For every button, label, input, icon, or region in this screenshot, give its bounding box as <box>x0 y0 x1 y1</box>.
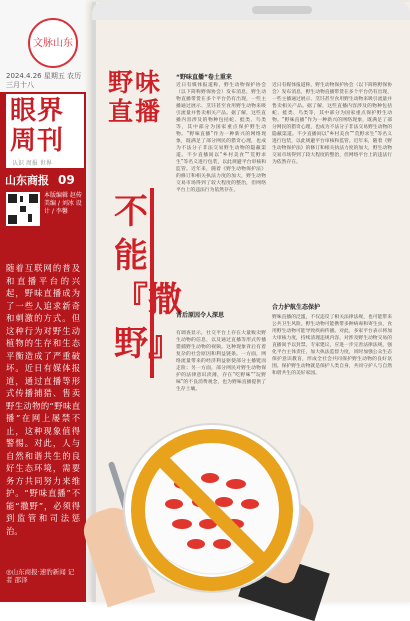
issue-date: 2024.4.26 星期五 农历三月十八 <box>6 72 82 89</box>
left-sidebar <box>0 0 86 602</box>
page-number: 09 <box>58 173 75 187</box>
headline-line-1: 野味直播 <box>108 68 163 126</box>
phone-notch <box>252 6 312 14</box>
section-2-title: 背后原因令人深思 <box>176 312 225 319</box>
culture-seal-logo <box>28 18 78 68</box>
reporter-credit: ◎山东商报·速豹新闻 记者 邵泽 <box>6 568 75 584</box>
weekly-title: 眼界周刊 <box>10 96 65 156</box>
prohibited-wildlife-plate-illustration <box>112 398 312 598</box>
paper-name: 山东商报 <box>5 174 49 187</box>
seal-text: 文脉山东 <box>33 37 73 49</box>
section-1-title: “野味直播”卷土重来 <box>176 74 232 81</box>
section-3-title: 合力护航生态保护 <box>272 304 321 311</box>
editor-credits: 本版编辑 赵传 美编 / 刘冰 设计 / 李馨 <box>44 192 82 215</box>
weekly-subtitle: 认识 周报 世界 <box>12 160 52 167</box>
headline-line-2: 不能『撒野』 <box>114 192 182 364</box>
section-3-body: 野味直播的泛滥，不仅违反了相关法律法规，也可能带来公共卫生风险。野生动物可能携带多种病毒和寄生虫，食用野生动物可能导致疾病传播。对此，多家平台表示将加大审核力度，持续清理违规内容，对涉及野生动物交易的直播间予以封禁。专家建议，应进一步完善法律法规，强化平台主体责任，加大执法监督力度，同时加强公众生态保护意识教育，形成全社会共同保护野生动物的良好氛围。保护野生动物就是保护人类自身，共同守护人与自然和谐共生的美好家园。 <box>272 315 392 376</box>
masthead-area <box>0 0 86 92</box>
section-2-body: 有调查显示，社交平台上存在大量贩卖野生动物的信息，以及通过直播等形式传播猎捕野生动物的视频。这种现象背后有着复杂的社会原因和利益链条。一方面，网络流量带来的经济利益驱使部分主播铤而走险；另一方面，部分网民对野生动物保护的法律意识淡薄，存在“吃野味”“玩野味”的不良消费观念，也为野味直播提供了生存土壤。 <box>176 331 266 392</box>
brand-block <box>6 94 84 168</box>
lead-paragraph: 随着互联网的普及和直播平台的兴起，野味直播成为了一些人追求新奇和刺激的方式。但这种行为对野生动植物的生存和生态平衡造成了严重破坏。近日有媒体报道，通过直播等形式传播捕猎、售卖野生动物的“野味直播”在网上屡禁不止，这种现象值得警惕。对此，人与自然和谐共生的良好生态环境，需要务方共同努力来维护。“野味直播”不能“撒野”，必须得到监管和司法惩治。 <box>6 263 80 536</box>
qr-code[interactable] <box>6 192 40 226</box>
phone-top-frame <box>92 0 410 20</box>
section-3-body-top: 近日有媒体报道称，野生动物保护协会（以下简称野保协会）发布消息，野生动物直播带货在多个平台仍有出现，一些主播通过展示、烹饪甚至食用野生动物来吸引流量并售卖相关产品。据了解，这些直播内容涉及的物种包括蛇、蛙类、鸟类等，其中部分为国家重点保护野生动物。“野味直播”作为一种新兴的网络现象，既满足了部分网民的猎奇心理，也成为不法分子非法交易野生动物的隐蔽渠道。不少直播间以“乡村美食”“荒野求生”等名义进行包装，以此规避平台审核和监管。近年来，随着《野生动物保护法》的修订和相关执法力度的加大，野生动物交易市场得到了较大程度的整治，但网络平台上的违法行为依然存在。 <box>272 83 392 165</box>
section-1-body: 近日有媒体报道称，野生动物保护协会（以下简称野保协会）发布消息，野生动物直播带货在多个平台仍有出现，一些主播通过展示、烹饪甚至食用野生动物来吸引流量并售卖相关产品。据了解，这些直播内容涉及的物种包括蛇、蛙类、鸟类等，其中部分为国家重点保护野生动物。“野味直播”作为一种新兴的网络现象，既满足了部分网民的猎奇心理，也成为不法分子非法交易野生动物的隐蔽渠道。不少直播间以“乡村美食”“荒野求生”等名义进行包装，以此规避平台审核和监管。近年来，随着《野生动物保护法》的修订和相关执法力度的加大，野生动物交易市场得到了较大程度的整治，但网络平台上的违法行为依然存在。 <box>176 83 266 193</box>
